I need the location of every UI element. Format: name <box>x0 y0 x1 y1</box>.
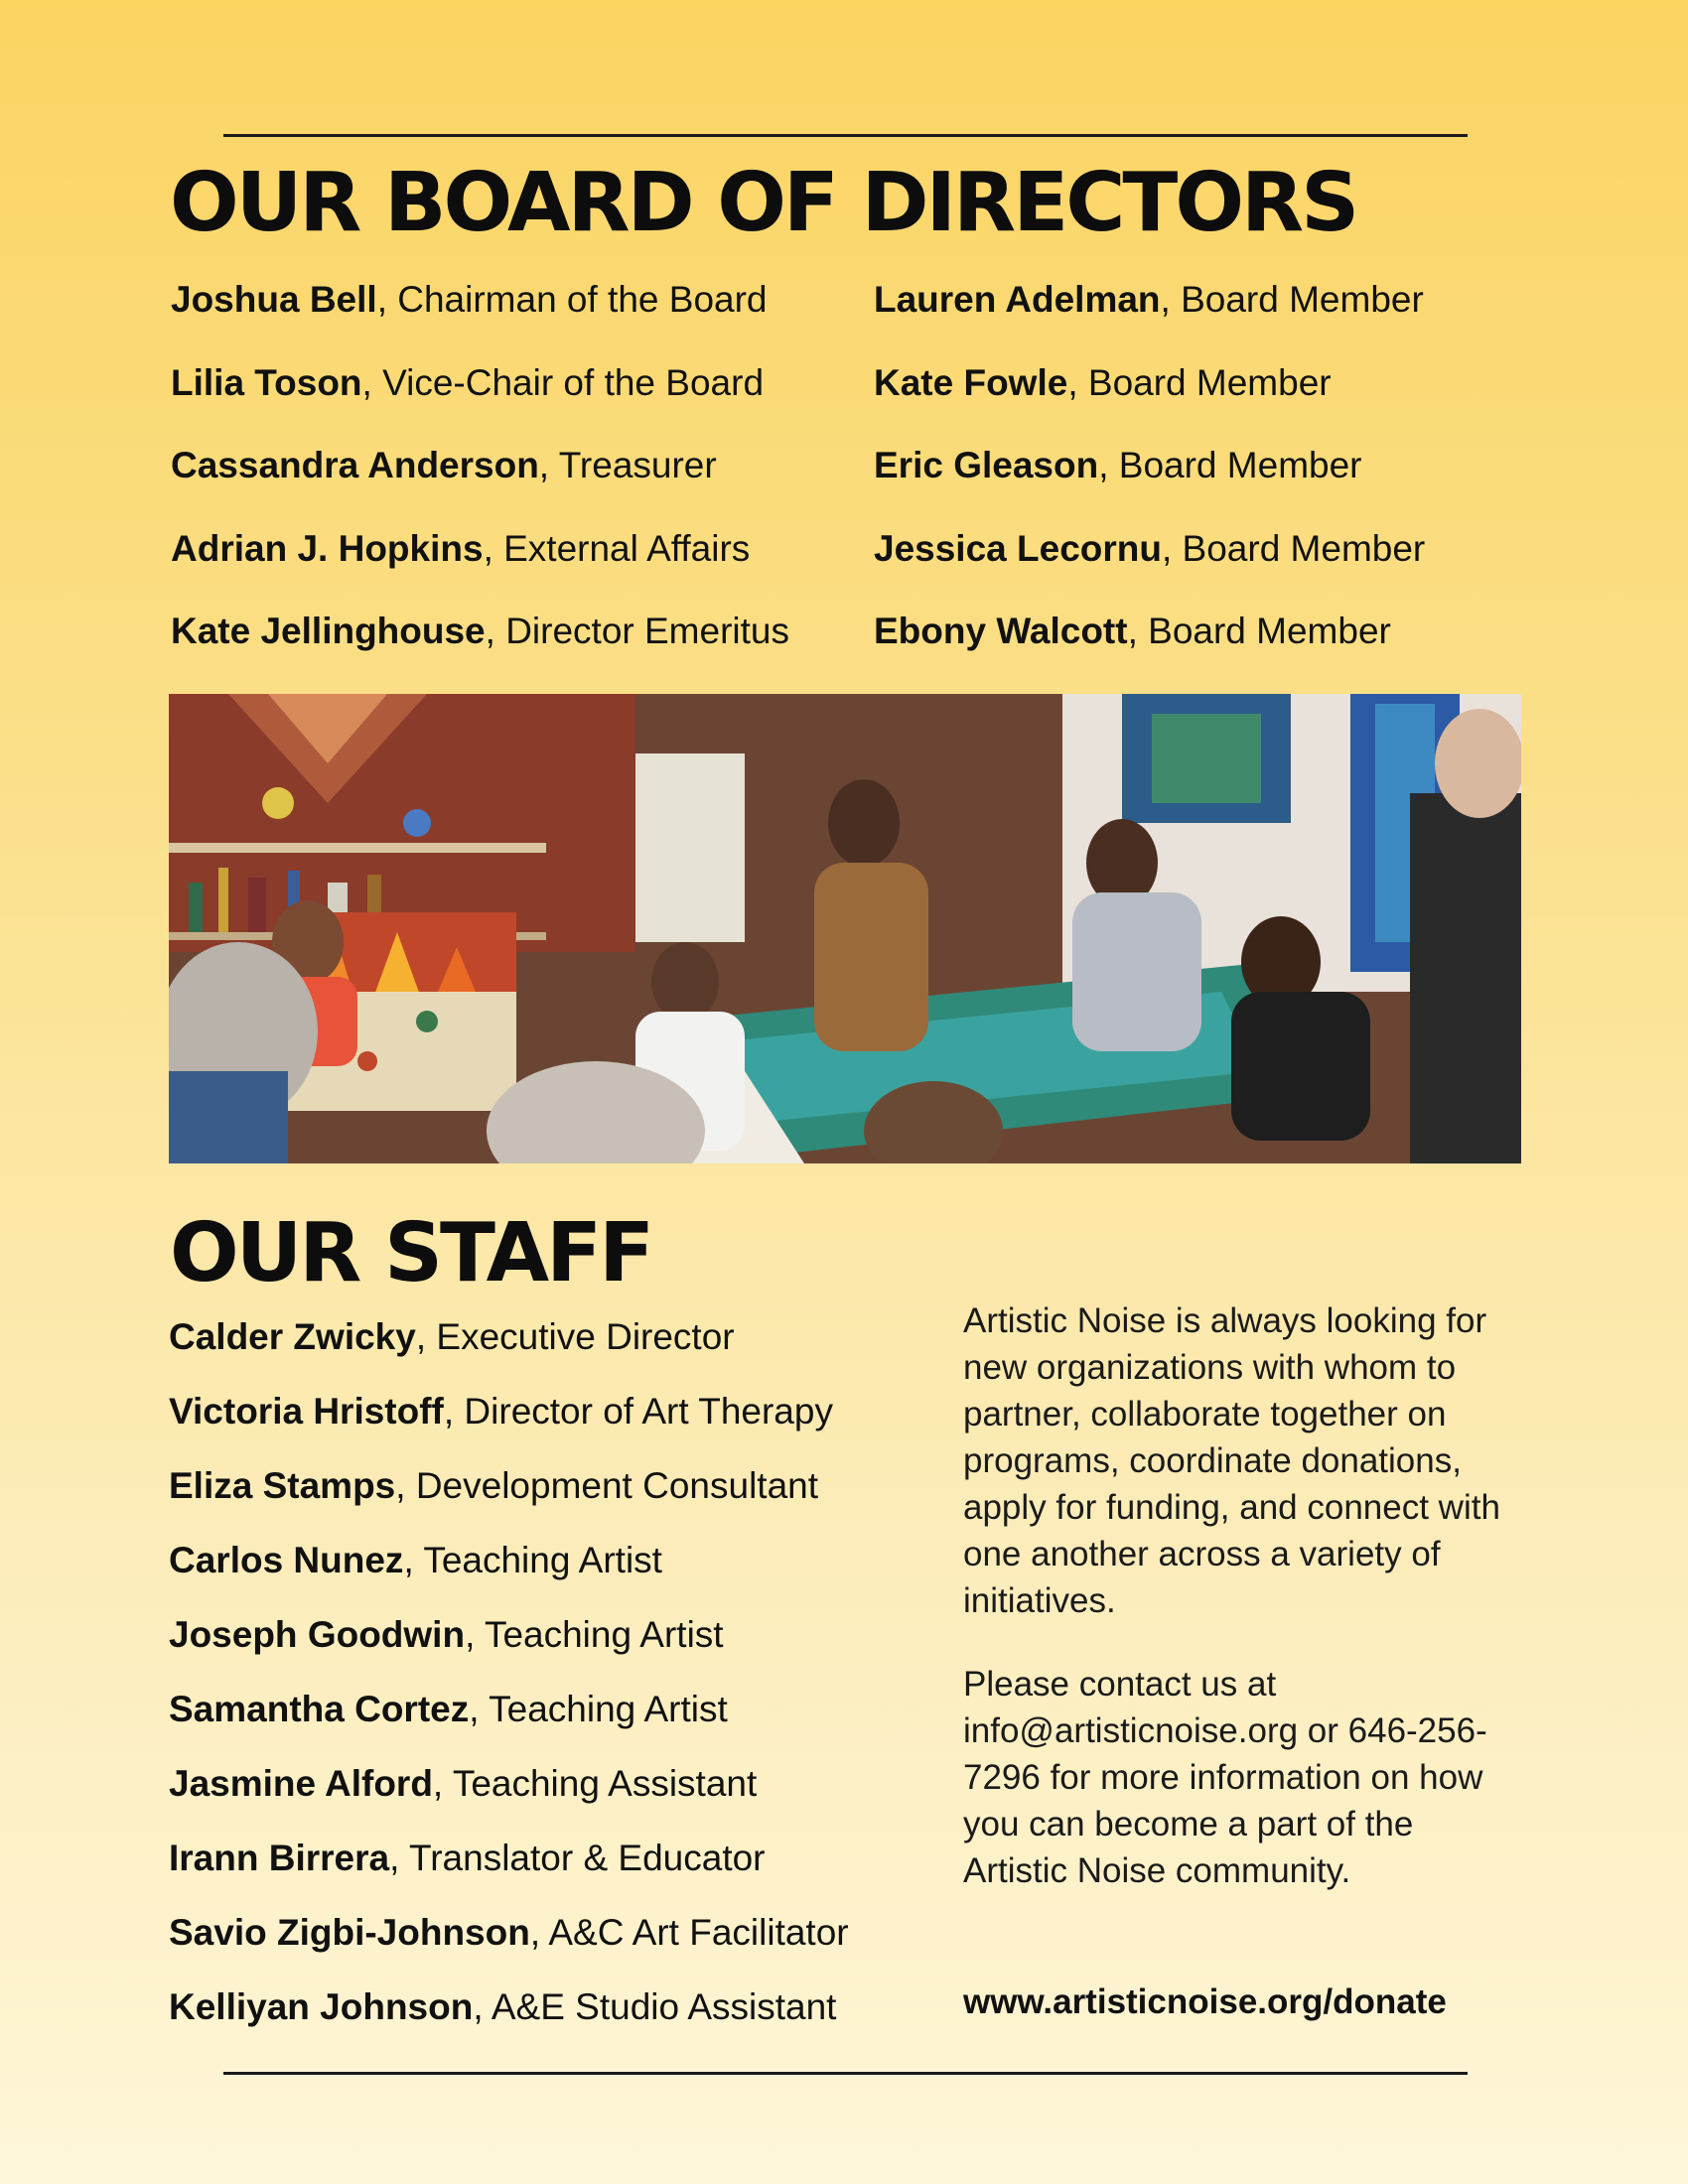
top-divider <box>223 134 1468 137</box>
board-member: Jessica Lecornu, Board Member <box>874 527 1426 569</box>
staff-member: Kelliyan Johnson, A&E Studio Assistant <box>169 1986 837 2027</box>
staff-heading: OUR STAFF <box>170 1206 652 1300</box>
board-heading: OUR BOARD OF DIRECTORS <box>170 156 1357 250</box>
staff-member: Irann Birrera, Translator & Educator <box>169 1838 766 1878</box>
staff-member: Victoria Hristoff, Director of Art Therapy <box>169 1391 833 1432</box>
board-member: Kate Fowle, Board Member <box>874 361 1332 403</box>
board-member: Joshua Bell, Chairman of the Board <box>171 279 768 320</box>
board-member: Kate Jellinghouse, Director Emeritus <box>171 611 789 651</box>
staff-member: Savio Zigbi-Johnson, A&C Art Facilitator <box>169 1912 849 1953</box>
staff-member: Eliza Stamps, Development Consultant <box>169 1465 819 1506</box>
donate-link[interactable]: www.artisticnoise.org/donate <box>963 1982 1447 2021</box>
board-member: Cassandra Anderson, Treasurer <box>171 445 717 485</box>
staff-member: Samantha Cortez, Teaching Artist <box>169 1689 728 1729</box>
board-member: Lauren Adelman, Board Member <box>874 279 1424 320</box>
board-list-right <box>874 270 1425 685</box>
staff-member: Jasmine Alford, Teaching Assistant <box>169 1763 758 1804</box>
board-list-left <box>171 270 789 685</box>
board-member: Lilia Toson, Vice-Chair of the Board <box>171 361 765 403</box>
board-member: Eric Gleason, Board Member <box>874 445 1362 485</box>
staff-member: Joseph Goodwin, Teaching Artist <box>169 1614 724 1655</box>
partnership-paragraph: Artistic Noise is always looking for new organizations with whom to partner, collaborate together on programs, coordinate donations, apply for funding, and connect with one another across a variety of initiatives. <box>963 1301 1500 1620</box>
staff-member: Carlos Nunez, Teaching Artist <box>169 1540 662 1580</box>
staff-list <box>169 1307 849 2052</box>
contact-paragraph: Please contact us at info@artisticnoise.org or 646-256-7296 for more information on how you can become a part of the Artistic Noise community. <box>963 1665 1487 1890</box>
staff-member: Calder Zwicky, Executive Director <box>169 1316 735 1357</box>
art-studio-photo <box>169 694 1521 1163</box>
bottom-divider <box>223 2072 1468 2075</box>
board-member: Adrian J. Hopkins, External Affairs <box>171 527 751 569</box>
board-member: Ebony Walcott, Board Member <box>874 611 1391 651</box>
